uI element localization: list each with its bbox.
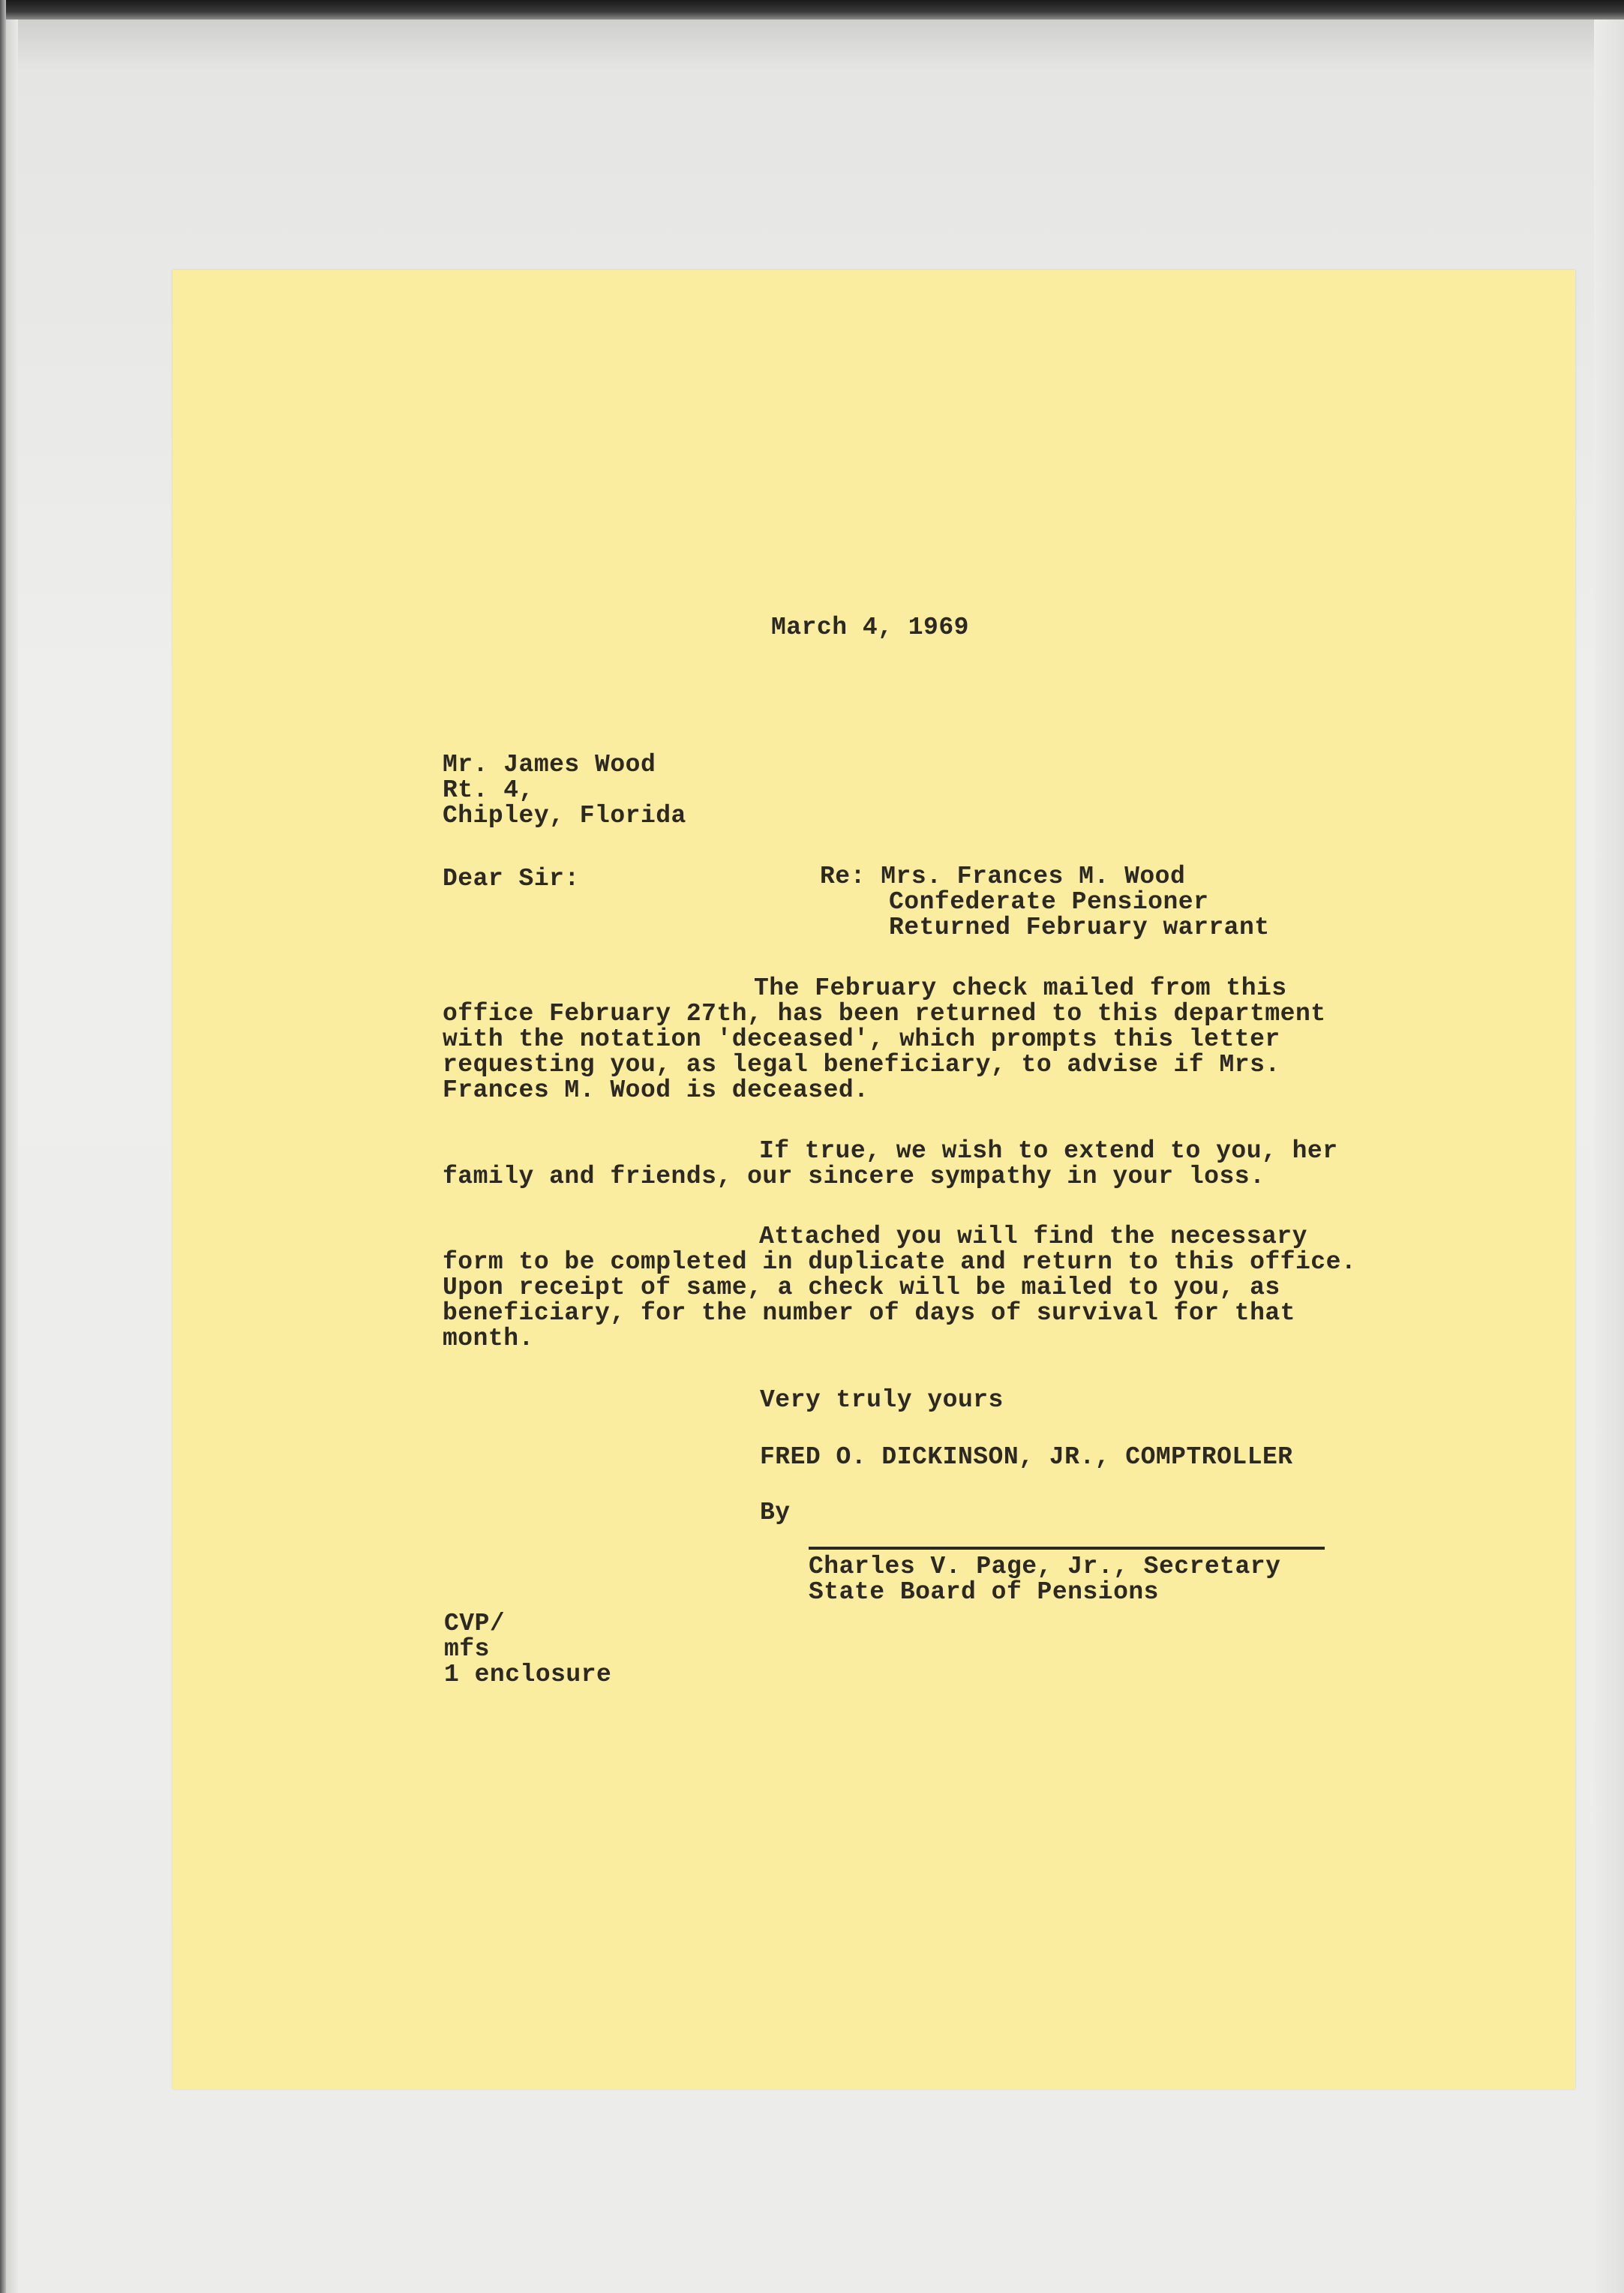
reference-line: Confederate Pensioner xyxy=(889,888,1209,916)
complimentary-close: Very truly yours xyxy=(760,1386,1004,1414)
address-line: Rt. 4, xyxy=(443,776,534,804)
body-line: Attached you will find the necessary xyxy=(759,1223,1307,1250)
letter-page xyxy=(173,270,1575,2089)
body-line: Upon receipt of same, a check will be mailed to you, as xyxy=(443,1274,1280,1301)
letter-date: March 4, 1969 xyxy=(771,614,969,641)
salutation: Dear Sir: xyxy=(443,865,580,893)
body-line: form to be completed in duplicate and return to this office. xyxy=(443,1248,1357,1276)
enclosure-note: 1 enclosure xyxy=(444,1661,612,1688)
scanner-top-edge xyxy=(0,0,1624,20)
address-line: Chipley, Florida xyxy=(443,802,686,830)
initials-line: CVP/ xyxy=(444,1610,506,1637)
signature-line xyxy=(809,1547,1325,1550)
body-line: with the notation 'deceased', which prompts this letter xyxy=(443,1025,1280,1053)
scanner-left-strip xyxy=(6,20,18,2293)
body-line: Frances M. Wood is deceased. xyxy=(443,1076,869,1104)
scanner-left-edge xyxy=(0,0,6,2293)
scanner-top-shadow xyxy=(0,20,1624,72)
body-line: The February check mailed from this xyxy=(754,974,1287,1002)
signer-line: Charles V. Page, Jr., Secretary xyxy=(809,1553,1281,1580)
body-line: requesting you, as legal beneficiary, to advise if Mrs. xyxy=(443,1051,1280,1079)
body-line: office February 27th, has been returned to this department xyxy=(443,1000,1326,1028)
reference-line: Returned February warrant xyxy=(889,914,1270,941)
by-label: By xyxy=(760,1499,791,1526)
body-line: beneficiary, for the number of days of survival for that xyxy=(443,1299,1295,1327)
signatory-organization: FRED O. DICKINSON, JR., COMPTROLLER xyxy=(760,1443,1293,1471)
initials-line: mfs xyxy=(444,1635,490,1663)
reference-line: Re: Mrs. Frances M. Wood xyxy=(820,863,1186,890)
body-line: If true, we wish to extend to you, her xyxy=(759,1137,1338,1165)
body-line: month. xyxy=(443,1325,534,1352)
signer-line: State Board of Pensions xyxy=(809,1578,1159,1606)
body-line: family and friends, our sincere sympathy in your loss. xyxy=(443,1163,1265,1190)
scanner-right-strip xyxy=(1594,20,1624,2293)
address-line: Mr. James Wood xyxy=(443,751,656,779)
